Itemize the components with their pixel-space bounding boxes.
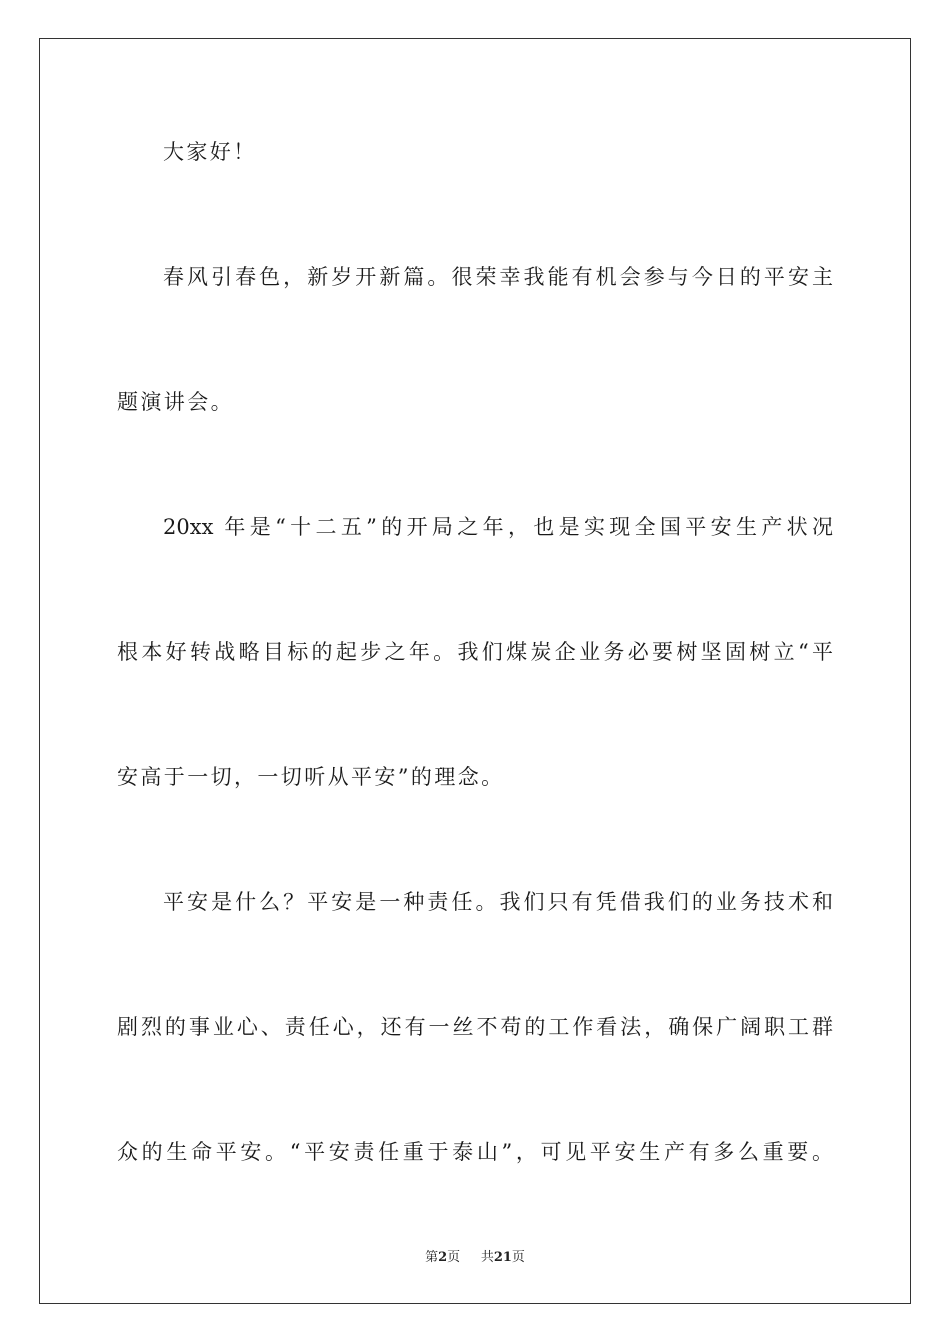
paragraph-3-line-1: 平安是什么？平安是一种责任。我们只有凭借我们的业务技术和 [163, 890, 833, 914]
page-border [39, 38, 911, 1304]
total-pages: 21 [493, 1250, 512, 1265]
page-footer [0, 1246, 950, 1265]
paragraph-3-line-2: 剧烈的事业心、责任心，还有一丝不苟的工作看法，确保广阔职工群 [117, 1015, 833, 1039]
page-prefix: 第 [425, 1250, 439, 1265]
total-suffix: 页 [511, 1250, 525, 1265]
page-suffix: 页 [447, 1250, 461, 1265]
page-number: 2 [438, 1250, 448, 1265]
paragraph-1-line-1: 春风引春色，新岁开新篇。很荣幸我能有机会参与今日的平安主 [163, 265, 833, 289]
page-indicator [425, 1246, 460, 1265]
total-prefix: 共 [480, 1250, 494, 1265]
paragraph-2-line-2: 根本好转战略目标的起步之年。我们煤炭企业务必要树坚固树立“平 [117, 640, 833, 664]
greeting-line: 大家好！ [163, 140, 257, 164]
paragraph-2-line-1: 20xx 年是“十二五”的开局之年，也是实现全国平安生产状况 [163, 515, 833, 539]
paragraph-3-line-3: 众的生命平安。“平安责任重于泰山”，可见平安生产有多么重要。 [117, 1140, 833, 1164]
total-pages-indicator [481, 1246, 525, 1265]
paragraph-2-line-3: 安高于一切，一切听从平安”的理念。 [117, 765, 505, 789]
paragraph-1-line-2: 题演讲会。 [117, 390, 234, 414]
